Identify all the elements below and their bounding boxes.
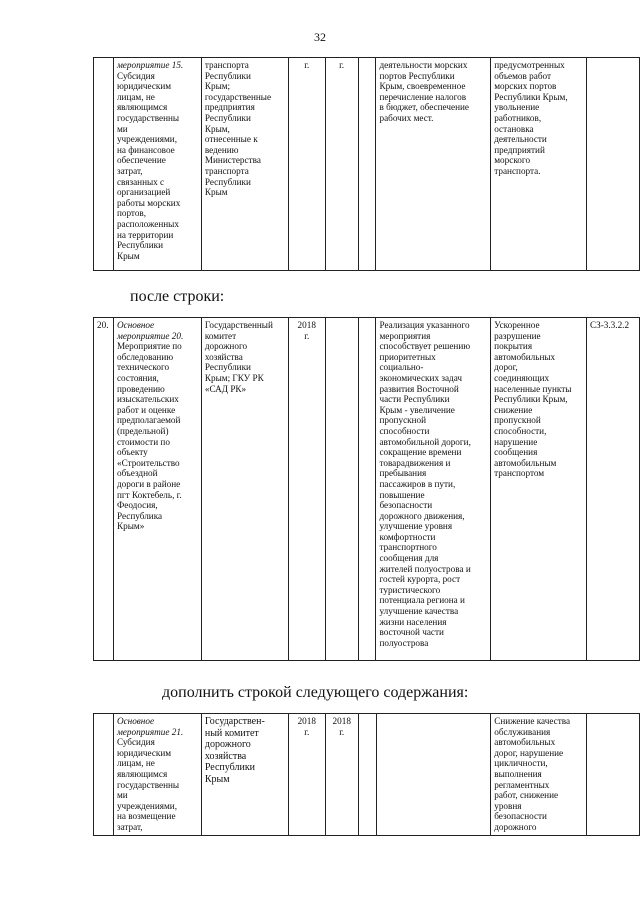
measure-description: Субсидия юридическим лицам, не являющимся государственны ми учреждениями, на возмещение затрат,	[116, 737, 180, 832]
row-number-cell	[94, 714, 114, 836]
table-row	[94, 714, 640, 836]
measure-description: Мероприятие по обследованию технического состояния, проведению изыскательских работ и оценке предполагаемой (предельной) стоимости по объекту «Строительство объездной дороги в районе пгт Коктебель, г. Феодосия, Республика Крым»	[116, 341, 182, 532]
row-number-cell: 20.	[94, 318, 114, 661]
consequence-cell: Снижение качества обслуживания автомобильных дорог, нарушение цикличности, выполнения регламентных работ, снижение уровня безопасности дорожного	[491, 714, 587, 836]
start-year-cell: 2018 г.	[288, 318, 325, 661]
indicator-cell	[587, 58, 640, 271]
result-cell: деятельности морских портов Республики Крым, своевременное перечисление налогов в бюджет, обеспечение рабочих мест.	[376, 58, 491, 271]
start-year-cell: 2018 г.	[288, 714, 325, 836]
heading-add-row: дополнить строкой следующего содержания:	[162, 684, 469, 701]
measure-cell	[113, 318, 201, 661]
start-year-cell: г.	[288, 58, 325, 271]
consequence-cell: предусмотренных объемов работ морских портов Республики Крым, увольнение работников, остановка деятельности предприятий морского транспорта.	[491, 58, 587, 271]
table-row	[94, 318, 640, 661]
table-row-21	[93, 713, 640, 836]
measure-title: Основное мероприятие 20.	[116, 320, 184, 341]
empty-cell	[358, 318, 376, 661]
result-cell: Реализация указанного мероприятия способствует решению приоритетных социально- экономических задач развития Восточной части Республики Крым - увеличение пропускной способности автомобильной дороги, сокращение времени товарадвижения и пребывания пассажиров в пути, повышение безопасности дорожного движения, улучшение уровня комфортности транспортного сообщения для жителей полуострова и гостей курорта, рост туристического потенциала региона и улучшение качества жизни населения восточной части полуострова	[376, 318, 491, 661]
executor-cell: Государствен- ный комитет дорожного хозяйства Республики Крым	[201, 714, 288, 836]
result-cell	[376, 714, 491, 836]
heading-after-row: после строки:	[130, 288, 225, 305]
measure-cell	[113, 58, 201, 271]
end-year-cell: г.	[325, 58, 358, 271]
table-row-20	[93, 317, 640, 661]
consequence-cell: Ускоренное разрушение покрытия автомобильных дорог, соединяющих населенные пункты Республики Крым, снижение пропускной способности, нарушение сообщения автомобильным транспортом	[491, 318, 587, 661]
page-number: 32	[314, 30, 326, 44]
table-continuation	[93, 57, 640, 271]
measure-description: Субсидия юридическим лицам, не являющимся государственны ми учреждениями, на финансовое обеспечение затрат, связанных с организацией работы морских портов, расположенных на территории Республики Крым	[116, 70, 181, 261]
empty-cell	[358, 714, 376, 836]
empty-cell	[358, 58, 376, 271]
executor-cell: Государственный комитет дорожного хозяйства Республики Крым; ГКУ РК «САД РК»	[201, 318, 288, 661]
end-year-cell: 2018 г.	[325, 714, 358, 836]
indicator-cell	[587, 714, 640, 836]
table-row	[94, 58, 640, 271]
indicator-cell: СЗ-3.3.2.2	[587, 318, 640, 661]
executor-cell: транспорта Республики Крым; государственные предприятия Республики Крым, отнесенные к ведению Министерства транспорта Республики Крым	[201, 58, 288, 271]
measure-cell	[113, 714, 201, 836]
measure-title: Основное мероприятие 21.	[116, 716, 184, 737]
measure-title: мероприятие 15.	[116, 60, 184, 70]
end-year-cell	[325, 318, 358, 661]
row-number-cell	[94, 58, 114, 271]
